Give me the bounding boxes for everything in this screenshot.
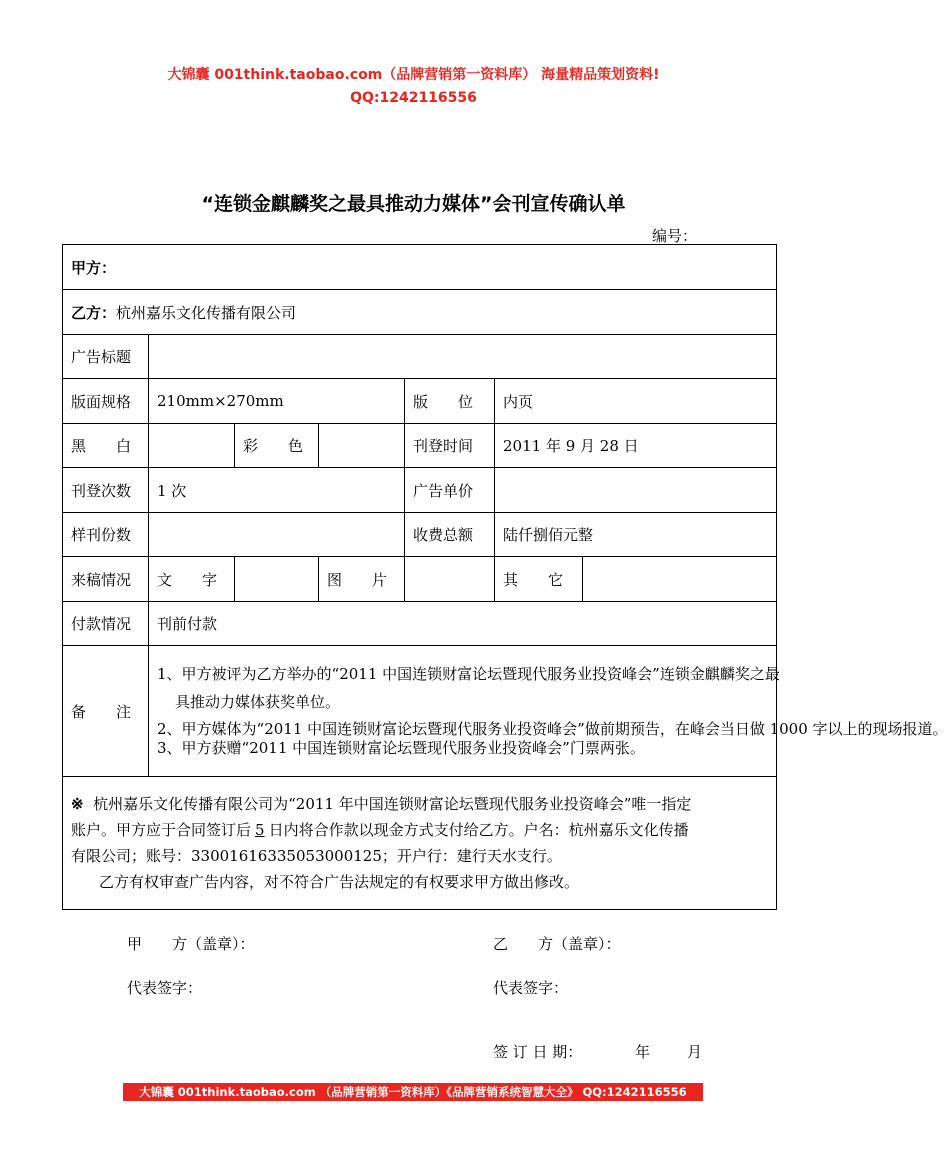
signing-year-label: 年 [635, 1043, 651, 1061]
size-label: 版面规格 [63, 379, 149, 424]
payment-days: 5 [255, 821, 265, 839]
remarks-content [149, 646, 948, 777]
row-party-a [63, 245, 777, 290]
party-a-representative-label: 代表签字： [127, 979, 203, 997]
party-b-cell [63, 290, 777, 335]
color-label: 彩 色 [235, 424, 319, 468]
bw-label: 黑 白 [63, 424, 149, 468]
other-value [583, 557, 777, 602]
position-value: 内页 [495, 379, 777, 424]
row-manuscript [63, 557, 777, 602]
position-label: 版 位 [405, 379, 495, 424]
signing-date-label: 签 订 日 期： [493, 1043, 583, 1061]
row-party-b [63, 290, 777, 335]
promo-header-qq: QQ:1242116556 [350, 90, 477, 106]
total-fee-label: 收费总额 [405, 513, 495, 557]
image-value [405, 557, 495, 602]
manuscript-label: 来稿情况 [63, 557, 149, 602]
size-value: 210mm×270mm [149, 379, 405, 424]
document-title: “连锁金麒麟奖之最具推动力媒体”会刊宣传确认单 [201, 193, 626, 215]
row-samples [63, 513, 777, 557]
row-size [63, 379, 777, 424]
row-note [63, 777, 777, 910]
party-b-value: 杭州嘉乐文化传播有限公司 [116, 303, 297, 322]
remark-item: 1、甲方被评为乙方举办的“2011 中国连锁财富论坛暨现代服务业投资峰会”连锁金麒麟奖之最 [157, 664, 780, 683]
times-label: 刊登次数 [63, 468, 149, 513]
payment-note [63, 777, 777, 910]
row-color-time [63, 424, 777, 468]
times-value: 1 次 [149, 468, 405, 513]
party-b-seal-label: 乙 方（盖章）： [493, 935, 621, 953]
confirmation-form-table [62, 244, 948, 910]
remark-item: 3、甲方获赠“2011 中国连锁财富论坛暨现代服务业投资峰会”门票两张。 [157, 738, 645, 757]
promo-header-line: 大锦囊 001think.taobao.com（品牌营销第一资料库） 海量精品策划资料! [167, 67, 660, 83]
party-a-label: 甲方： [63, 245, 777, 290]
unit-price-label: 广告单价 [405, 468, 495, 513]
color-value [319, 424, 405, 468]
samples-value [149, 513, 405, 557]
text-value [235, 557, 319, 602]
row-ad-title [63, 335, 777, 379]
party-b-label: 乙方： [71, 303, 117, 322]
payment-value: 刊前付款 [149, 602, 777, 646]
image-label: 图 片 [319, 557, 405, 602]
remark-item: 2、甲方媒体为“2011 中国连锁财富论坛暨现代服务业投资峰会”做前期预告，在峰会当日做 1000 字以上的现场报道。 [157, 720, 948, 738]
note-line-2: 账户。甲方应于合同签订后 5 日内将合作款以现金方式支付给乙方。户名：杭州嘉乐文化传播 [71, 821, 689, 839]
samples-label: 样刊份数 [63, 513, 149, 557]
payment-label: 付款情况 [63, 602, 149, 646]
ad-title-value [149, 335, 777, 379]
remark-item: 具推动力媒体获奖单位。 [175, 693, 341, 712]
serial-number-label: 编号： [652, 227, 698, 245]
publish-time-label: 刊登时间 [405, 424, 495, 468]
remarks-label: 备 注 [63, 646, 149, 777]
row-remarks [63, 646, 777, 777]
note-line-4: 乙方有权审查广告内容，对不符合广告法规定的有权要求甲方做出修改。 [99, 873, 580, 891]
party-a-seal-label: 甲 方（盖章）： [127, 935, 255, 953]
ad-title-label: 广告标题 [63, 335, 149, 379]
text-label: 文 字 [149, 557, 235, 602]
unit-price-value [495, 468, 777, 513]
other-label: 其 它 [495, 557, 583, 602]
total-fee-value: 陆仟捌佰元整 [495, 513, 777, 557]
publish-time-value: 2011 年 9 月 28 日 [495, 424, 777, 468]
bw-value [149, 424, 235, 468]
promo-footer-banner: 大锦囊 001think.taobao.com （品牌营销第一资料库）《品牌营销系统智慧大全》 QQ:1242116556 [123, 1083, 703, 1101]
note-line-3: 有限公司；账号：33001616335053000125；开户行：建行天水支行。 [71, 847, 562, 865]
party-b-representative-label: 代表签字： [493, 979, 569, 997]
signing-month-label: 月 [687, 1043, 703, 1061]
reference-mark: ※ [71, 795, 84, 813]
note-line-1: ※ 杭州嘉乐文化传播有限公司为“2011 年中国连锁财富论坛暨现代服务业投资峰会”唯一指定 [71, 795, 692, 813]
row-times [63, 468, 777, 513]
row-payment [63, 602, 777, 646]
